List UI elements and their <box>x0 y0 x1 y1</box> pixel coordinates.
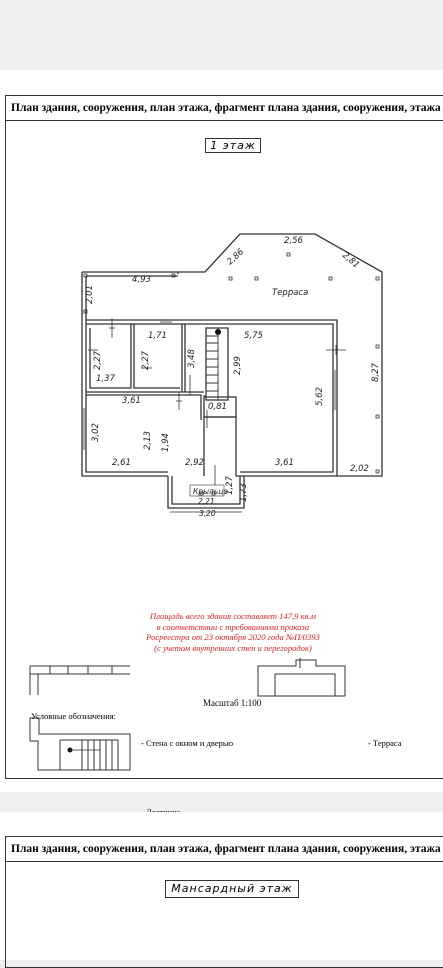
area-note-line: (с учетом внутренних стен и перегородок) <box>154 642 312 653</box>
dim-label: 2,86 <box>225 247 247 268</box>
sheet-frame <box>5 836 443 968</box>
room-label-terrace: Терраса <box>272 288 309 298</box>
floor-label: 1 этаж <box>205 138 261 153</box>
dim-label: 2,92 <box>185 458 204 468</box>
legend-wall-symbol <box>30 666 130 695</box>
dim-label: 2,27 <box>93 351 103 370</box>
sheet-header: План здания, сооружения, план этажа, фрагмент плана здания, сооружения, этажа <box>6 96 443 121</box>
dim-label: 3,48 <box>187 349 197 368</box>
dim-label: 2,99 <box>233 356 243 375</box>
dim-label: 3,02 <box>91 423 101 442</box>
dim-label: 5,62 <box>315 387 325 406</box>
dim-label: 2,01 <box>85 285 95 304</box>
terrace-outline <box>178 234 382 476</box>
dim-label: 2,13 <box>143 431 153 450</box>
dim-label: 2,21 <box>198 497 215 506</box>
floor-plan-drawing <box>0 70 443 792</box>
stair-outline <box>206 328 228 400</box>
dim-label: 2,61 <box>112 458 131 468</box>
stair-steps <box>206 336 218 391</box>
legend-wall-text: - Стена с окном и дверью <box>141 738 234 748</box>
dim-label: 1,37 <box>96 374 115 384</box>
dim-label: 1,94 <box>161 433 171 452</box>
plan-sheet-1 <box>0 70 443 792</box>
area-note-line: Росреестра от 23 октября 2020 года №П/0393 <box>146 632 320 642</box>
dim-label: 3,61 <box>122 396 141 406</box>
outer-wall <box>82 272 178 274</box>
dim-label: 3,20 <box>199 509 216 518</box>
dim-label: 8,27 <box>371 363 381 382</box>
plan-sheet-2 <box>0 812 443 960</box>
dim-label: 2,56 <box>284 236 303 246</box>
dim-label: 1,73 <box>239 483 249 502</box>
sheet-header: План здания, сооружения, план этажа, фрагмент плана здания, сооружения, этажа <box>6 837 443 862</box>
door <box>109 318 115 338</box>
door <box>326 345 346 355</box>
room-label-porch: Крыльцо <box>193 487 228 496</box>
legend-terrace-text: - Терраса <box>368 738 402 748</box>
dim-label: 2,81 <box>340 250 362 271</box>
scale-label: Масштаб 1:100 <box>203 698 262 708</box>
floor-label: Мансардный этаж <box>165 880 299 898</box>
dim-label: 5,75 <box>244 331 263 341</box>
dim-label: 2,27 <box>141 351 151 370</box>
legend-stairs-symbol <box>30 718 130 770</box>
area-note <box>118 611 348 653</box>
dim-label: 4,93 <box>132 275 151 285</box>
stair-marker <box>215 329 221 335</box>
dim-label: 1,71 <box>148 331 167 341</box>
area-note-line: в соответствии с требованиями приказа <box>156 621 310 632</box>
dim-label: 0,81 <box>208 402 227 412</box>
dim-label: 1,27 <box>225 476 235 495</box>
legend-title: Условные обозначения: <box>31 711 117 721</box>
dim-label: 3,61 <box>275 458 294 468</box>
dim-label: 2,02 <box>350 464 369 474</box>
legend-terrace-symbol <box>258 658 345 696</box>
area-note-line: Площадь всего здания составляет 147,9 кв.м <box>150 611 316 621</box>
